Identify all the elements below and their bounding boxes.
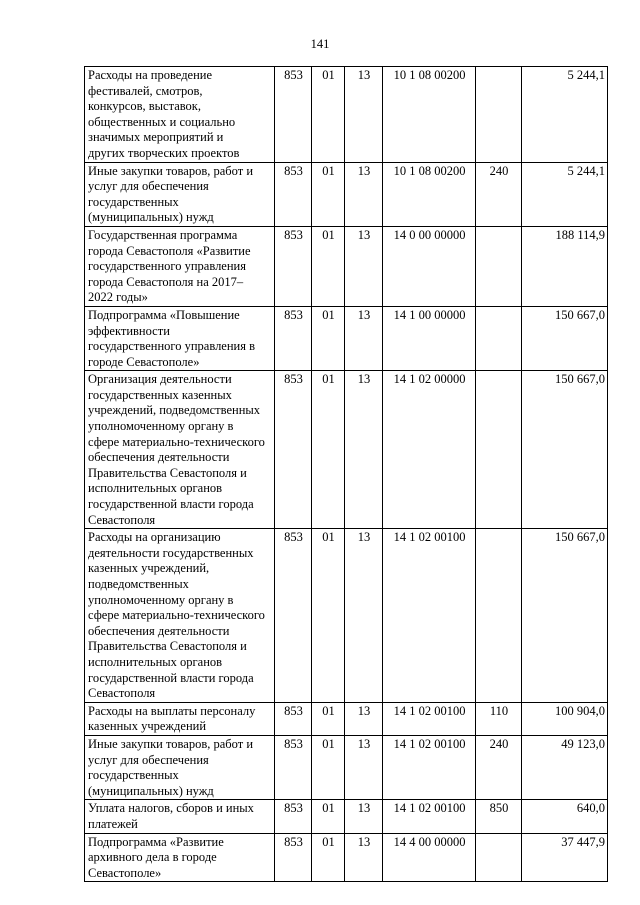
- item-name-line: сфере материально-технического: [88, 434, 265, 449]
- table-row: [85, 833, 608, 882]
- table-row: [85, 306, 608, 370]
- expense-type-cell: 110: [476, 702, 522, 735]
- item-name-line: других творческих проектов: [88, 145, 240, 160]
- item-name-cell: [85, 800, 275, 833]
- item-name-line: Подпрограмма «Развитие: [88, 834, 224, 849]
- section-cell: 01: [312, 702, 345, 735]
- item-name-line: Иные закупки товаров, работ и: [88, 736, 254, 751]
- target-article-cell: 14 1 02 00100: [383, 735, 476, 799]
- target-article-cell: 14 1 02 00100: [383, 702, 476, 735]
- item-name-line: 2022 годы»: [88, 290, 148, 305]
- table-row: [85, 226, 608, 306]
- budget-table-body: [85, 67, 608, 882]
- item-name-cell: [85, 833, 275, 882]
- item-name-line: исполнительных органов: [88, 481, 223, 496]
- budget-table: [84, 66, 608, 882]
- table-row: [85, 371, 608, 529]
- amount-cell: 5 244,1: [522, 162, 608, 226]
- section-cell: 01: [312, 226, 345, 306]
- subsection-cell: 13: [345, 702, 383, 735]
- subsection-cell: 13: [345, 371, 383, 529]
- grbs-cell: 853: [275, 162, 312, 226]
- section-cell: 01: [312, 67, 345, 163]
- amount-cell: 150 667,0: [522, 306, 608, 370]
- amount-cell: 100 904,0: [522, 702, 608, 735]
- item-name-line: города Севастополя на 2017–: [88, 274, 244, 289]
- target-article-cell: 14 1 02 00000: [383, 371, 476, 529]
- expense-type-cell: [476, 306, 522, 370]
- item-name-line: государственной власти города: [88, 670, 254, 685]
- grbs-cell: 853: [275, 702, 312, 735]
- section-cell: 01: [312, 162, 345, 226]
- item-name-line: государственной власти города: [88, 497, 254, 512]
- grbs-cell: 853: [275, 800, 312, 833]
- page-number: 141: [310, 37, 330, 51]
- item-name-line: Организация деятельности: [88, 372, 232, 387]
- target-article-cell: 10 1 08 00200: [383, 162, 476, 226]
- grbs-cell: 853: [275, 529, 312, 703]
- target-article-cell: 10 1 08 00200: [383, 67, 476, 163]
- table-row: [85, 735, 608, 799]
- item-name-cell: [85, 702, 275, 735]
- table-row: [85, 529, 608, 703]
- section-cell: 01: [312, 371, 345, 529]
- item-name-line: Государственная программа: [88, 227, 238, 242]
- grbs-cell: 853: [275, 306, 312, 370]
- item-name-line: государственных: [88, 194, 179, 209]
- item-name-cell: [85, 735, 275, 799]
- target-article-cell: 14 0 00 00000: [383, 226, 476, 306]
- target-article-cell: 14 1 02 00100: [383, 800, 476, 833]
- item-name-cell: [85, 306, 275, 370]
- subsection-cell: 13: [345, 735, 383, 799]
- item-name-line: услуг для обеспечения: [88, 752, 209, 767]
- item-name-line: деятельности государственных: [88, 545, 254, 560]
- amount-cell: 640,0: [522, 800, 608, 833]
- expense-type-cell: [476, 529, 522, 703]
- item-name-cell: [85, 529, 275, 703]
- item-name-line: Расходы на организацию: [88, 530, 221, 545]
- item-name-line: уполномоченному органу в: [88, 419, 234, 434]
- item-name-line: учреждений, подведомственных: [88, 403, 261, 418]
- item-name-line: Подпрограмма «Повышение: [88, 307, 240, 322]
- item-name-line: платежей: [88, 816, 138, 831]
- item-name-cell: [85, 67, 275, 163]
- subsection-cell: 13: [345, 529, 383, 703]
- item-name-line: конкурсов, выставок,: [88, 99, 202, 114]
- item-name-line: эффективности: [88, 323, 170, 338]
- item-name-line: уполномоченному органу в: [88, 592, 234, 607]
- target-article-cell: 14 4 00 00000: [383, 833, 476, 882]
- amount-cell: 49 123,0: [522, 735, 608, 799]
- item-name-line: городе Севастополе»: [88, 354, 200, 369]
- item-name-cell: [85, 162, 275, 226]
- expense-type-cell: [476, 371, 522, 529]
- subsection-cell: 13: [345, 162, 383, 226]
- section-cell: 01: [312, 306, 345, 370]
- grbs-cell: 853: [275, 371, 312, 529]
- item-name-line: казенных учреждений: [88, 719, 207, 734]
- item-name-line: казенных учреждений,: [88, 561, 210, 576]
- item-name-line: сфере материально-технического: [88, 608, 265, 623]
- item-name-line: Севастополя: [88, 686, 156, 701]
- subsection-cell: 13: [345, 306, 383, 370]
- amount-cell: 150 667,0: [522, 371, 608, 529]
- item-name-line: архивного дела в городе: [88, 850, 217, 865]
- item-name-line: государственных казенных: [88, 387, 232, 402]
- subsection-cell: 13: [345, 800, 383, 833]
- item-name-line: государственных: [88, 768, 179, 783]
- grbs-cell: 853: [275, 67, 312, 163]
- item-name-line: Уплата налогов, сборов и иных: [88, 801, 254, 816]
- grbs-cell: 853: [275, 735, 312, 799]
- item-name-line: Правительства Севастополя и: [88, 639, 247, 654]
- grbs-cell: 853: [275, 226, 312, 306]
- grbs-cell: 853: [275, 833, 312, 882]
- item-name-line: (муниципальных) нужд: [88, 210, 214, 225]
- table-row: [85, 67, 608, 163]
- item-name-line: (муниципальных) нужд: [88, 783, 214, 798]
- item-name-cell: [85, 226, 275, 306]
- item-name-line: услуг для обеспечения: [88, 179, 209, 194]
- expense-type-cell: 850: [476, 800, 522, 833]
- table-row: [85, 702, 608, 735]
- expense-type-cell: [476, 67, 522, 163]
- expense-type-cell: [476, 226, 522, 306]
- item-name-line: государственного управления: [88, 259, 246, 274]
- amount-cell: 188 114,9: [522, 226, 608, 306]
- item-name-line: Иные закупки товаров, работ и: [88, 163, 254, 178]
- table-row: [85, 800, 608, 833]
- item-name-line: исполнительных органов: [88, 654, 223, 669]
- item-name-line: обеспечения деятельности: [88, 450, 230, 465]
- section-cell: 01: [312, 529, 345, 703]
- item-name-line: государственного управления в: [88, 339, 256, 354]
- item-name-line: Правительства Севастополя и: [88, 465, 247, 480]
- expense-type-cell: 240: [476, 735, 522, 799]
- item-name-line: Севастополе»: [88, 865, 162, 880]
- item-name-line: фестивалей, смотров,: [88, 83, 203, 98]
- item-name-line: обеспечения деятельности: [88, 623, 230, 638]
- item-name-line: Расходы на выплаты персоналу: [88, 703, 256, 718]
- target-article-cell: 14 1 02 00100: [383, 529, 476, 703]
- item-name-cell: [85, 371, 275, 529]
- section-cell: 01: [312, 800, 345, 833]
- subsection-cell: 13: [345, 67, 383, 163]
- amount-cell: 5 244,1: [522, 67, 608, 163]
- target-article-cell: 14 1 00 00000: [383, 306, 476, 370]
- item-name-line: значимых мероприятий и: [88, 130, 224, 145]
- item-name-line: Севастополя: [88, 512, 156, 527]
- amount-cell: 37 447,9: [522, 833, 608, 882]
- expense-type-cell: [476, 833, 522, 882]
- section-cell: 01: [312, 833, 345, 882]
- subsection-cell: 13: [345, 226, 383, 306]
- table-row: [85, 162, 608, 226]
- amount-cell: 150 667,0: [522, 529, 608, 703]
- item-name-line: Расходы на проведение: [88, 68, 213, 82]
- subsection-cell: 13: [345, 833, 383, 882]
- item-name-line: общественных и социально: [88, 114, 236, 129]
- expense-type-cell: 240: [476, 162, 522, 226]
- item-name-line: города Севастополя «Развитие: [88, 243, 251, 258]
- item-name-line: подведомственных: [88, 577, 189, 591]
- section-cell: 01: [312, 735, 345, 799]
